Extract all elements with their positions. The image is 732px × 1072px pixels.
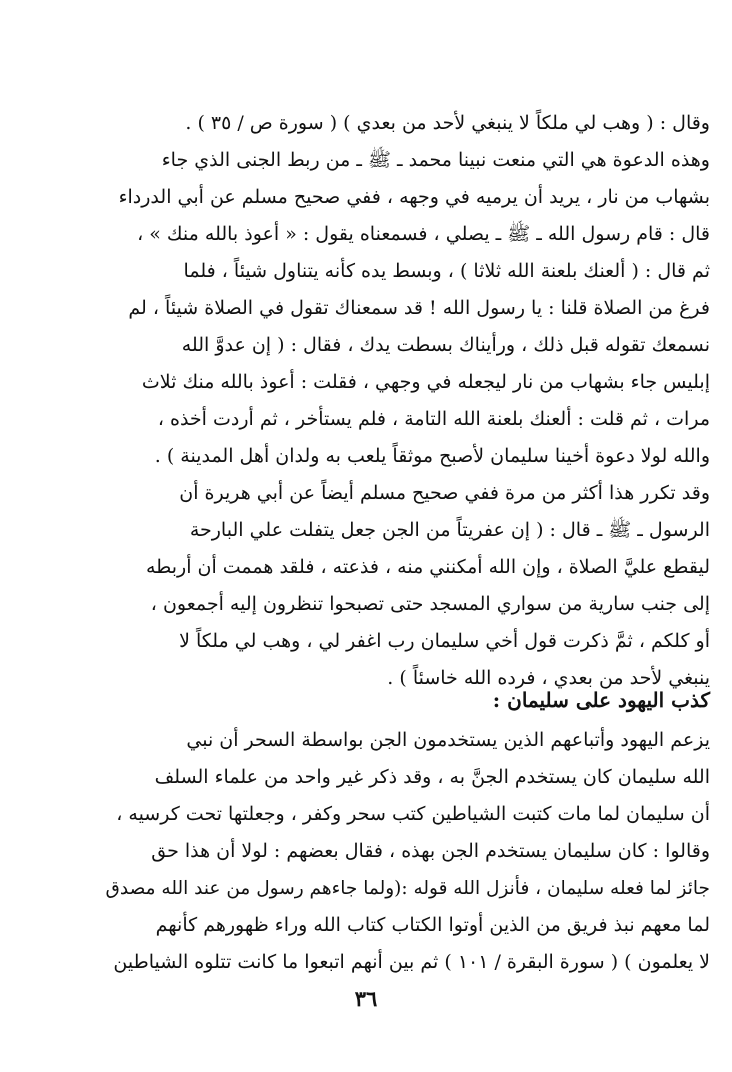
paragraph-2: [96, 722, 710, 981]
text-line: الرسول ـ ﷺ ـ قال : ( إن عفريتاً من الجن جعل يتفلت علي البارحة: [189, 519, 710, 541]
text-line: لا يعلمون ) ( سورة البقرة / ١٠١ ) ثم بين أنهم اتبعوا ما كانت تتلوه الشياطين: [113, 951, 710, 973]
paragraph-1: [96, 105, 710, 697]
text-line: يزعم اليهود وأتباعهم الذين يستخدمون الجن بواسطة السحر أن نبي: [186, 729, 710, 751]
text-line: إبليس جاء بشهاب من نار ليجعله في وجهي ، فقلت : أعوذ بالله منك ثلاث: [141, 371, 710, 393]
text-line: والله لولا دعوة أخينا سليمان لأصبح موثقاً يلعب به ولدان أهل المدينة ) .: [154, 445, 710, 467]
text-line: الله سليمان كان يستخدم الجنَّ به ، وقد ذكر غير واحد من علماء السلف: [154, 766, 710, 788]
text-line: بشهاب من نار ، يريد أن يرميه في وجهه ، ففي صحيح مسلم عن أبي الدرداء: [118, 186, 710, 208]
text-line: وقد تكرر هذا أكثر من مرة ففي صحيح مسلم أيضاً عن أبي هريرة أن: [179, 482, 710, 504]
text-line: وقال : ( وهب لي ملكاً لا ينبغي لأحد من بعدي ) ( سورة ص / ٣٥ ) .: [185, 112, 710, 134]
section-heading: كذب اليهود على سليمان :: [492, 688, 710, 712]
text-line: لما معهم نبذ فريق من الذين أوتوا الكتاب كتاب الله وراء ظهورهم كأنهم: [155, 914, 710, 936]
text-line: أن سليمان لما مات كتبت الشياطين كتب سحر وكفر ، وجعلتها تحت كرسيه ،: [116, 803, 710, 825]
text-line: إلى جنب سارية من سواري المسجد حتى تصبحوا تنظرون إليه أجمعون ،: [150, 593, 710, 615]
text-line: ثم قال : ( ألعنك بلعنة الله ثلاثا ) ، وبسط يده كأنه يتناول شيئاً ، فلما: [183, 260, 710, 282]
text-line: مرات ، ثم قلت : ألعنك بلعنة الله التامة ، فلم يستأخر ، ثم أردت أخذه ،: [157, 408, 710, 430]
text-line: قال : قام رسول الله ـ ﷺ ـ يصلي ، فسمعناه يقول : « أعوذ بالله منك » ،: [137, 223, 710, 245]
text-line: وقالوا : كان سليمان يستخدم الجن بهذه ، فقال بعضهم : لولا أن هذا حق: [151, 840, 710, 862]
text-line: وهذه الدعوة هي التي منعت نبينا محمد ـ ﷺ ـ من ربط الجنى الذي جاء: [161, 149, 710, 171]
text-line: أو كلكم ، ثمَّ ذكرت قول أخي سليمان رب اغفر لي ، وهب لي ملكاً لا: [179, 630, 710, 652]
text-line: ينبغي لأحد من بعدي ، فرده الله خاسئاً ) .: [387, 667, 710, 689]
text-line: فرغ من الصلاة قلنا : يا رسول الله ! قد سمعناك تقول في الصلاة شيئاً ، لم: [128, 297, 710, 319]
text-line: ليقطع عليَّ الصلاة ، وإن الله أمكنني منه ، فذعته ، فلقد هممت أن أربطه: [145, 556, 710, 578]
text-line: جائز لما فعله سليمان ، فأنزل الله قوله :(ولما جاءهم رسول من عند الله مصدق: [105, 878, 710, 899]
page-number: ٣٦: [354, 986, 378, 1011]
text-line: نسمعك تقوله قبل ذلك ، ورأيناك بسطت يدك ، فقال : ( إن عدوَّ الله: [181, 334, 710, 356]
